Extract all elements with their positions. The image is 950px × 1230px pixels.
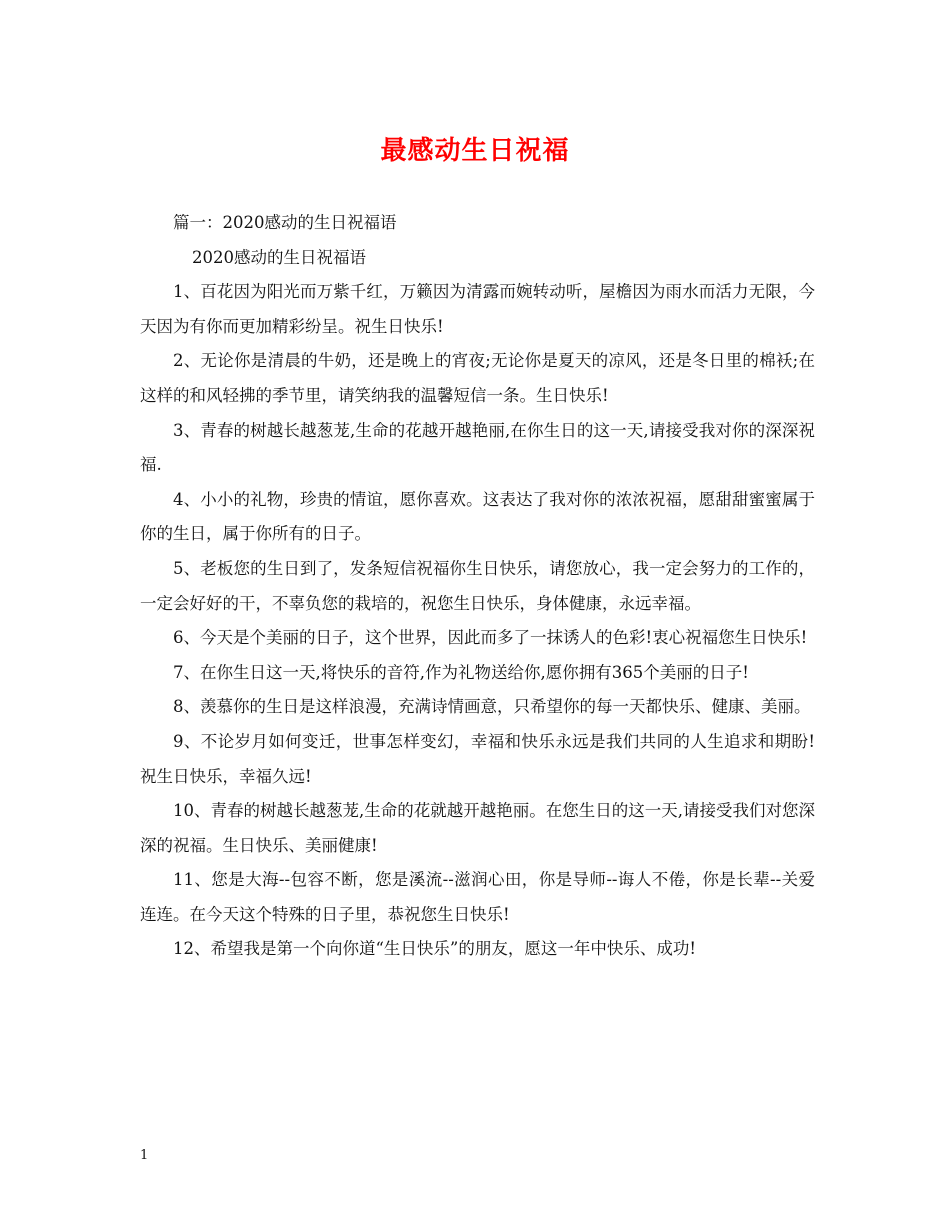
- paragraph: 12、希望我是第一个向你道“生日快乐”的朋友，愿这一年中快乐、成功!: [173, 939, 696, 959]
- section-subheading: 2020感动的生日祝福语: [192, 247, 366, 267]
- document-title: 最感动生日祝福: [380, 136, 570, 166]
- paragraph: 6、今天是个美丽的日子，这个世界，因此而多了一抹诱人的色彩!衷心祝福您生日快乐!: [173, 628, 808, 648]
- paragraph: 8、羡慕你的生日是这样浪漫，充满诗情画意，只希望你的每一天都快乐、健康、美丽。: [173, 697, 811, 717]
- paragraph: 4、小小的礼物，珍贵的情谊，愿你喜欢。这表达了我对你的浓浓祝福，愿甜甜蜜蜜属于你的生日，属于你所有的日子。: [140, 489, 815, 544]
- paragraph: 11、您是大海--包容不断，您是溪流--滋润心田，你是导师--诲人不倦，你是长辈--关爱连连。在今天这个特殊的日子里，恭祝您生日快乐!: [140, 870, 815, 924]
- paragraph: 10、青春的树越长越葱茏,生命的花就越开越艳丽。在您生日的这一天,请接受我们对您深深的祝福。生日快乐、美丽健康!: [140, 801, 815, 855]
- paragraph: 1、百花因为阳光而万紫千红，万籁因为清露而婉转动听，屋檐因为雨水而活力无限，今天因为有你而更加精彩纷呈。祝生日快乐!: [140, 282, 815, 336]
- paragraph: 7、在你生日这一天,将快乐的音符,作为礼物送给你,愿你拥有365个美丽的日子!: [173, 662, 749, 682]
- page-number: 1: [140, 1148, 149, 1163]
- section-heading: 篇一：2020感动的生日祝福语: [173, 213, 397, 232]
- paragraph: 2、无论你是清晨的牛奶，还是晚上的宵夜;无论你是夏天的凉风，还是冬日里的棉袄;在这样的和风轻拂的季节里，请笑纳我的温馨短信一条。生日快乐!: [140, 351, 815, 405]
- paragraph: 9、不论岁月如何变迁，世事怎样变幻，幸福和快乐永远是我们共同的人生追求和期盼!祝生日快乐，幸福久远!: [140, 731, 815, 786]
- paragraph: 5、老板您的生日到了，发条短信祝福你生日快乐，请您放心，我一定会努力的工作的，一定会好好的干，不辜负您的栽培的，祝您生日快乐，身体健康，永远幸福。: [140, 558, 815, 613]
- document-body: [140, 206, 815, 967]
- paragraph: 3、青春的树越长越葱茏,生命的花越开越艳丽,在你生日的这一天,请接受我对你的深深祝福.: [140, 420, 815, 475]
